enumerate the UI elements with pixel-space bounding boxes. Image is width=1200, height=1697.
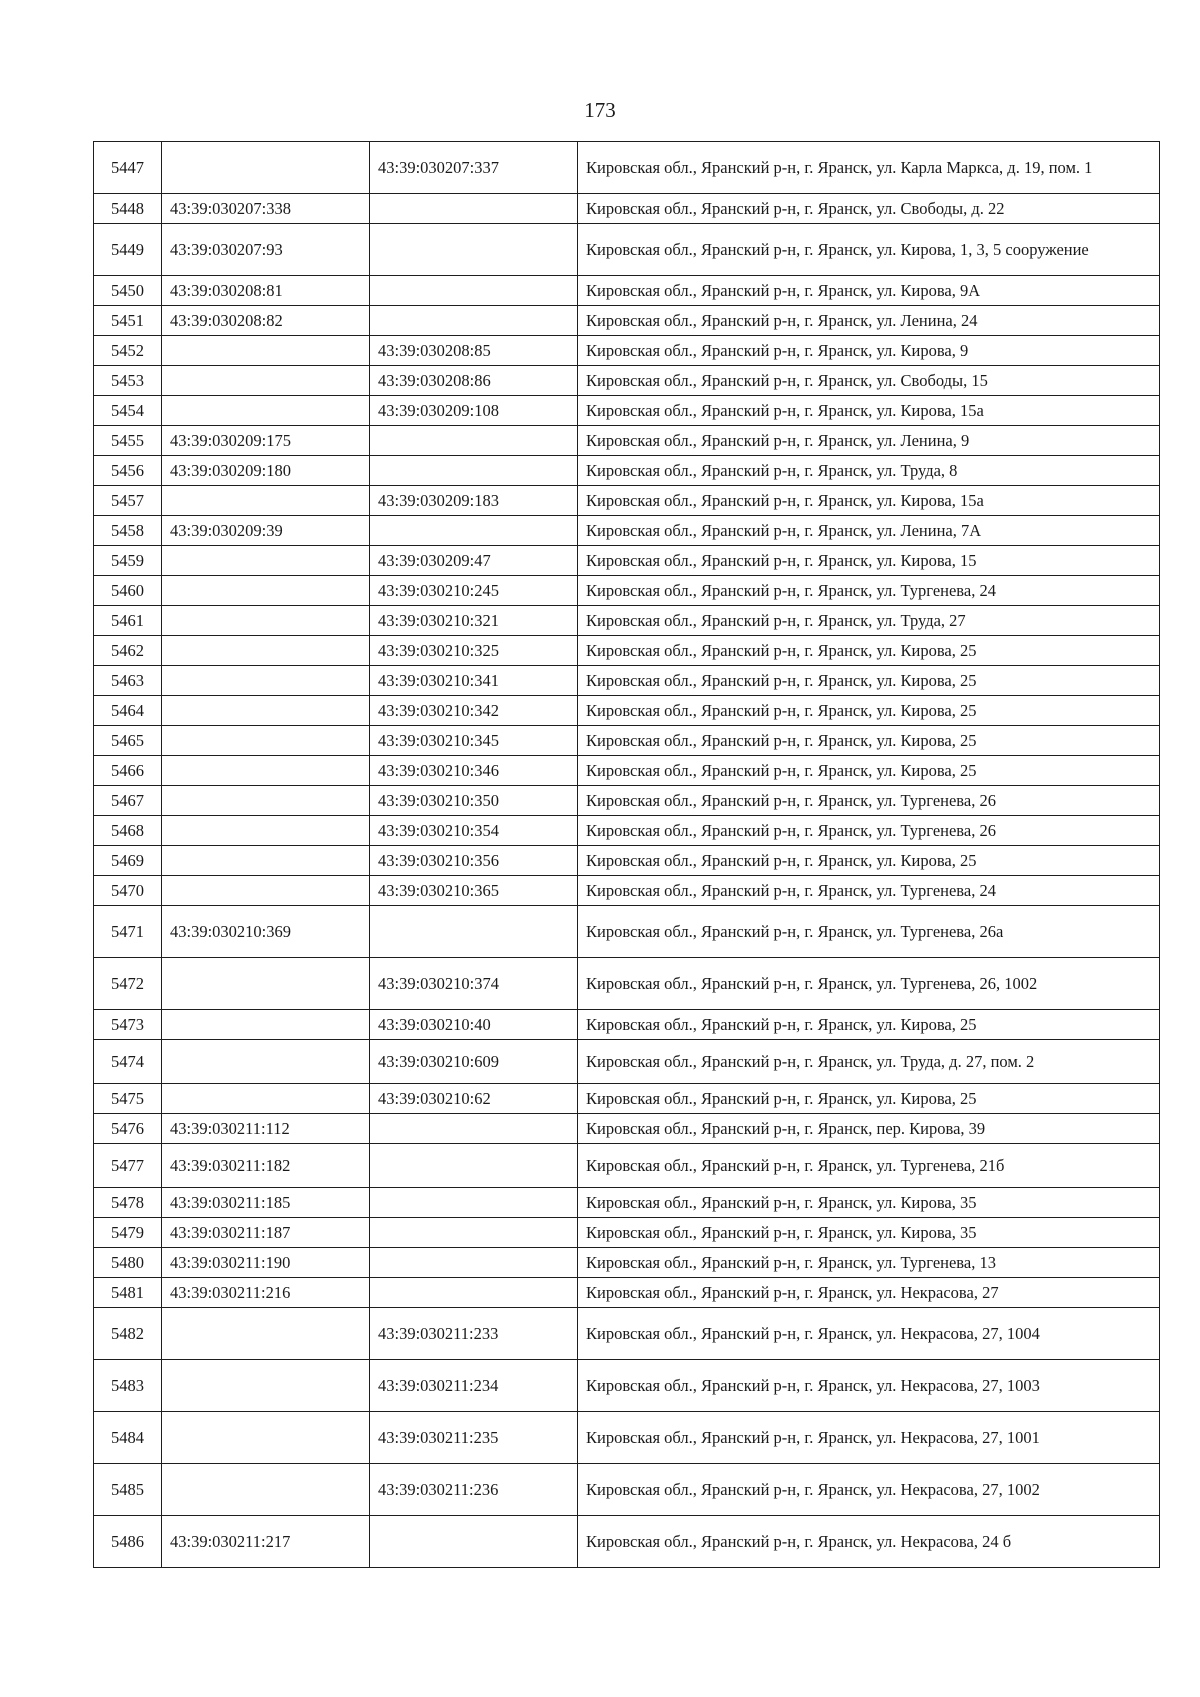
- row-number: 5460: [94, 576, 162, 606]
- cadastral-number-land: 43:39:030211:185: [162, 1188, 370, 1218]
- row-number: 5466: [94, 756, 162, 786]
- cadastral-number-land: [162, 1010, 370, 1040]
- table-row: [94, 426, 1160, 456]
- row-number: 5448: [94, 194, 162, 224]
- address: Кировская обл., Яранский р-н, г. Яранск, ул. Тургенева, 13: [578, 1248, 1160, 1278]
- cadastral-number-land: [162, 336, 370, 366]
- cadastral-number-building: 43:39:030210:325: [370, 636, 578, 666]
- table-row: [94, 816, 1160, 846]
- table-row: [94, 306, 1160, 336]
- address: Кировская обл., Яранский р-н, г. Яранск, ул. Кирова, 25: [578, 846, 1160, 876]
- address: Кировская обл., Яранский р-н, г. Яранск, ул. Некрасова, 27, 1001: [578, 1412, 1160, 1464]
- cadastral-number-building: 43:39:030210:321: [370, 606, 578, 636]
- cadastral-number-land: 43:39:030209:175: [162, 426, 370, 456]
- property-registry-table: [93, 141, 1160, 1568]
- cadastral-number-land: 43:39:030211:216: [162, 1278, 370, 1308]
- row-number: 5468: [94, 816, 162, 846]
- row-number: 5457: [94, 486, 162, 516]
- table-row: [94, 1412, 1160, 1464]
- cadastral-number-land: 43:39:030211:187: [162, 1218, 370, 1248]
- address: Кировская обл., Яранский р-н, г. Яранск, ул. Кирова, 25: [578, 726, 1160, 756]
- table-row: [94, 576, 1160, 606]
- table-row: [94, 336, 1160, 366]
- table-row: [94, 1010, 1160, 1040]
- cadastral-number-building: [370, 194, 578, 224]
- address: Кировская обл., Яранский р-н, г. Яранск, ул. Тургенева, 21б: [578, 1144, 1160, 1188]
- cadastral-number-land: 43:39:030209:180: [162, 456, 370, 486]
- address: Кировская обл., Яранский р-н, г. Яранск, ул. Карла Маркса, д. 19, пом. 1: [578, 142, 1160, 194]
- row-number: 5484: [94, 1412, 162, 1464]
- table-row: [94, 276, 1160, 306]
- row-number: 5463: [94, 666, 162, 696]
- table-row: [94, 366, 1160, 396]
- cadastral-number-land: [162, 726, 370, 756]
- cadastral-number-land: 43:39:030211:217: [162, 1516, 370, 1568]
- cadastral-number-land: 43:39:030211:112: [162, 1114, 370, 1144]
- table-row: [94, 786, 1160, 816]
- cadastral-number-building: 43:39:030210:342: [370, 696, 578, 726]
- table-row: [94, 696, 1160, 726]
- row-number: 5453: [94, 366, 162, 396]
- cadastral-number-land: [162, 1464, 370, 1516]
- cadastral-number-building: [370, 276, 578, 306]
- cadastral-number-building: 43:39:030208:85: [370, 336, 578, 366]
- row-number: 5483: [94, 1360, 162, 1412]
- cadastral-number-building: [370, 456, 578, 486]
- cadastral-number-land: [162, 696, 370, 726]
- table-row: [94, 1248, 1160, 1278]
- table-row: [94, 516, 1160, 546]
- cadastral-number-building: 43:39:030210:356: [370, 846, 578, 876]
- table-row: [94, 1188, 1160, 1218]
- table-row: [94, 1040, 1160, 1084]
- address: Кировская обл., Яранский р-н, г. Яранск, ул. Кирова, 15а: [578, 396, 1160, 426]
- address: Кировская обл., Яранский р-н, г. Яранск, ул. Кирова, 15: [578, 546, 1160, 576]
- cadastral-number-building: 43:39:030209:47: [370, 546, 578, 576]
- address: Кировская обл., Яранский р-н, г. Яранск, ул. Труда, 8: [578, 456, 1160, 486]
- row-number: 5485: [94, 1464, 162, 1516]
- row-number: 5461: [94, 606, 162, 636]
- page-number: 173: [584, 98, 616, 122]
- cadastral-number-building: 43:39:030210:62: [370, 1084, 578, 1114]
- cadastral-number-building: 43:39:030211:235: [370, 1412, 578, 1464]
- address: Кировская обл., Яранский р-н, г. Яранск, ул. Кирова, 25: [578, 666, 1160, 696]
- address: Кировская обл., Яранский р-н, г. Яранск, ул. Тургенева, 26, 1002: [578, 958, 1160, 1010]
- cadastral-number-land: [162, 546, 370, 576]
- cadastral-number-building: 43:39:030209:183: [370, 486, 578, 516]
- cadastral-number-building: 43:39:030211:234: [370, 1360, 578, 1412]
- table-row: [94, 396, 1160, 426]
- cadastral-number-building: [370, 1248, 578, 1278]
- table-row: [94, 1278, 1160, 1308]
- address: Кировская обл., Яранский р-н, г. Яранск, ул. Некрасова, 27, 1004: [578, 1308, 1160, 1360]
- table-row: [94, 1114, 1160, 1144]
- address: Кировская обл., Яранский р-н, г. Яранск, ул. Свободы, 15: [578, 366, 1160, 396]
- address: Кировская обл., Яранский р-н, г. Яранск, ул. Кирова, 25: [578, 636, 1160, 666]
- row-number: 5477: [94, 1144, 162, 1188]
- cadastral-number-land: [162, 1084, 370, 1114]
- row-number: 5478: [94, 1188, 162, 1218]
- cadastral-number-land: 43:39:030208:82: [162, 306, 370, 336]
- table-row: [94, 1218, 1160, 1248]
- row-number: 5458: [94, 516, 162, 546]
- row-number: 5454: [94, 396, 162, 426]
- cadastral-number-land: [162, 606, 370, 636]
- cadastral-number-land: [162, 486, 370, 516]
- table-row: [94, 1308, 1160, 1360]
- cadastral-number-land: 43:39:030209:39: [162, 516, 370, 546]
- address: Кировская обл., Яранский р-н, г. Яранск, ул. Ленина, 7А: [578, 516, 1160, 546]
- table-row: [94, 1464, 1160, 1516]
- cadastral-number-building: 43:39:030210:341: [370, 666, 578, 696]
- row-number: 5450: [94, 276, 162, 306]
- address: Кировская обл., Яранский р-н, г. Яранск, ул. Тургенева, 24: [578, 576, 1160, 606]
- address: Кировская обл., Яранский р-н, г. Яранск, ул. Тургенева, 24: [578, 876, 1160, 906]
- cadastral-number-building: [370, 906, 578, 958]
- address: Кировская обл., Яранский р-н, г. Яранск, ул. Свободы, д. 22: [578, 194, 1160, 224]
- row-number: 5473: [94, 1010, 162, 1040]
- cadastral-number-building: 43:39:030210:346: [370, 756, 578, 786]
- table-row: [94, 142, 1160, 194]
- cadastral-number-building: 43:39:030210:345: [370, 726, 578, 756]
- cadastral-number-land: [162, 1308, 370, 1360]
- address: Кировская обл., Яранский р-н, г. Яранск, ул. Тургенева, 26а: [578, 906, 1160, 958]
- row-number: 5459: [94, 546, 162, 576]
- cadastral-number-land: [162, 576, 370, 606]
- cadastral-number-land: 43:39:030211:182: [162, 1144, 370, 1188]
- address: Кировская обл., Яранский р-н, г. Яранск, ул. Кирова, 25: [578, 1084, 1160, 1114]
- address: Кировская обл., Яранский р-н, г. Яранск, ул. Некрасова, 27, 1002: [578, 1464, 1160, 1516]
- row-number: 5465: [94, 726, 162, 756]
- cadastral-number-building: [370, 426, 578, 456]
- table-row: [94, 958, 1160, 1010]
- row-number: 5452: [94, 336, 162, 366]
- table-row: [94, 456, 1160, 486]
- table-row: [94, 606, 1160, 636]
- cadastral-number-land: [162, 1412, 370, 1464]
- address: Кировская обл., Яранский р-н, г. Яранск, ул. Некрасова, 27: [578, 1278, 1160, 1308]
- cadastral-number-land: [162, 846, 370, 876]
- cadastral-number-building: 43:39:030211:233: [370, 1308, 578, 1360]
- cadastral-number-building: [370, 1114, 578, 1144]
- row-number: 5475: [94, 1084, 162, 1114]
- table-row: [94, 194, 1160, 224]
- address: Кировская обл., Яранский р-н, г. Яранск, ул. Кирова, 25: [578, 756, 1160, 786]
- table-row: [94, 906, 1160, 958]
- cadastral-number-building: [370, 1218, 578, 1248]
- row-number: 5472: [94, 958, 162, 1010]
- cadastral-number-land: 43:39:030210:369: [162, 906, 370, 958]
- table-body: [94, 142, 1160, 1568]
- address: Кировская обл., Яранский р-н, г. Яранск, ул. Ленина, 24: [578, 306, 1160, 336]
- table-row: [94, 726, 1160, 756]
- cadastral-number-land: [162, 142, 370, 194]
- cadastral-number-building: [370, 1144, 578, 1188]
- table-row: [94, 666, 1160, 696]
- address: Кировская обл., Яранский р-н, г. Яранск, ул. Кирова, 1, 3, 5 сооружение: [578, 224, 1160, 276]
- cadastral-number-building: 43:39:030210:350: [370, 786, 578, 816]
- cadastral-number-land: [162, 756, 370, 786]
- cadastral-number-building: 43:39:030210:365: [370, 876, 578, 906]
- row-number: 5486: [94, 1516, 162, 1568]
- row-number: 5467: [94, 786, 162, 816]
- row-number: 5480: [94, 1248, 162, 1278]
- cadastral-number-building: 43:39:030210:354: [370, 816, 578, 846]
- cadastral-number-land: 43:39:030208:81: [162, 276, 370, 306]
- cadastral-number-building: 43:39:030210:609: [370, 1040, 578, 1084]
- cadastral-number-land: 43:39:030207:338: [162, 194, 370, 224]
- table-row: [94, 876, 1160, 906]
- row-number: 5469: [94, 846, 162, 876]
- cadastral-number-land: 43:39:030211:190: [162, 1248, 370, 1278]
- row-number: 5464: [94, 696, 162, 726]
- table-row: [94, 486, 1160, 516]
- table-row: [94, 224, 1160, 276]
- address: Кировская обл., Яранский р-н, г. Яранск, ул. Труда, д. 27, пом. 2: [578, 1040, 1160, 1084]
- row-number: 5482: [94, 1308, 162, 1360]
- cadastral-number-land: [162, 786, 370, 816]
- cadastral-number-land: [162, 876, 370, 906]
- row-number: 5474: [94, 1040, 162, 1084]
- row-number: 5470: [94, 876, 162, 906]
- address: Кировская обл., Яранский р-н, г. Яранск, ул. Кирова, 9А: [578, 276, 1160, 306]
- address: Кировская обл., Яранский р-н, г. Яранск, ул. Тургенева, 26: [578, 816, 1160, 846]
- cadastral-number-building: [370, 1188, 578, 1218]
- address: Кировская обл., Яранский р-н, г. Яранск, ул. Кирова, 15а: [578, 486, 1160, 516]
- table-row: [94, 546, 1160, 576]
- cadastral-number-land: [162, 1040, 370, 1084]
- cadastral-number-building: 43:39:030207:337: [370, 142, 578, 194]
- address: Кировская обл., Яранский р-н, г. Яранск, ул. Кирова, 35: [578, 1218, 1160, 1248]
- address: Кировская обл., Яранский р-н, г. Яранск, ул. Тургенева, 26: [578, 786, 1160, 816]
- cadastral-number-building: [370, 1278, 578, 1308]
- table-row: [94, 1084, 1160, 1114]
- table-row: [94, 636, 1160, 666]
- cadastral-number-building: 43:39:030210:374: [370, 958, 578, 1010]
- cadastral-number-building: 43:39:030211:236: [370, 1464, 578, 1516]
- row-number: 5447: [94, 142, 162, 194]
- address: Кировская обл., Яранский р-н, г. Яранск, ул. Ленина, 9: [578, 426, 1160, 456]
- address: Кировская обл., Яранский р-н, г. Яранск, ул. Некрасова, 27, 1003: [578, 1360, 1160, 1412]
- address: Кировская обл., Яранский р-н, г. Яранск, ул. Труда, 27: [578, 606, 1160, 636]
- cadastral-number-land: [162, 666, 370, 696]
- row-number: 5471: [94, 906, 162, 958]
- table-row: [94, 756, 1160, 786]
- cadastral-number-building: [370, 306, 578, 336]
- cadastral-number-land: [162, 816, 370, 846]
- table-row: [94, 1516, 1160, 1568]
- cadastral-number-land: [162, 366, 370, 396]
- row-number: 5476: [94, 1114, 162, 1144]
- cadastral-number-building: [370, 516, 578, 546]
- table-row: [94, 1144, 1160, 1188]
- address: Кировская обл., Яранский р-н, г. Яранск, ул. Кирова, 25: [578, 1010, 1160, 1040]
- cadastral-number-building: 43:39:030210:40: [370, 1010, 578, 1040]
- address: Кировская обл., Яранский р-н, г. Яранск, ул. Кирова, 9: [578, 336, 1160, 366]
- cadastral-number-building: 43:39:030210:245: [370, 576, 578, 606]
- cadastral-number-land: [162, 1360, 370, 1412]
- cadastral-number-building: [370, 224, 578, 276]
- row-number: 5451: [94, 306, 162, 336]
- cadastral-number-land: [162, 958, 370, 1010]
- cadastral-number-land: 43:39:030207:93: [162, 224, 370, 276]
- row-number: 5455: [94, 426, 162, 456]
- address: Кировская обл., Яранский р-н, г. Яранск, ул. Кирова, 35: [578, 1188, 1160, 1218]
- cadastral-number-building: [370, 1516, 578, 1568]
- address: Кировская обл., Яранский р-н, г. Яранск, ул. Некрасова, 24 б: [578, 1516, 1160, 1568]
- table-row: [94, 846, 1160, 876]
- cadastral-number-land: [162, 396, 370, 426]
- row-number: 5479: [94, 1218, 162, 1248]
- cadastral-number-building: 43:39:030209:108: [370, 396, 578, 426]
- row-number: 5456: [94, 456, 162, 486]
- table-row: [94, 1360, 1160, 1412]
- address: Кировская обл., Яранский р-н, г. Яранск, ул. Кирова, 25: [578, 696, 1160, 726]
- cadastral-number-land: [162, 636, 370, 666]
- row-number: 5449: [94, 224, 162, 276]
- row-number: 5481: [94, 1278, 162, 1308]
- cadastral-number-building: 43:39:030208:86: [370, 366, 578, 396]
- row-number: 5462: [94, 636, 162, 666]
- address: Кировская обл., Яранский р-н, г. Яранск, пер. Кирова, 39: [578, 1114, 1160, 1144]
